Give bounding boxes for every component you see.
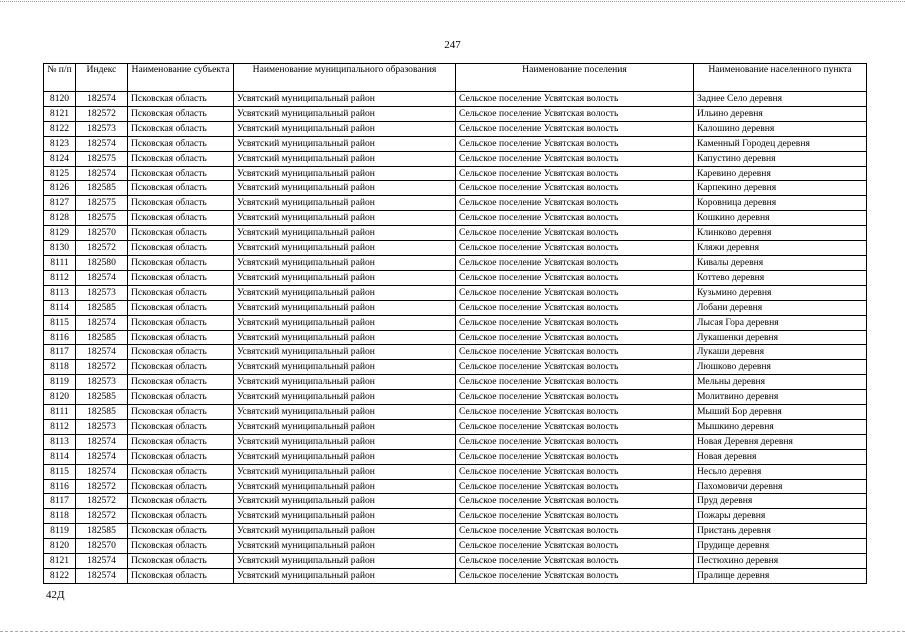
cell-settlement: Сельское поселение Усвятская волость <box>456 509 694 524</box>
cell-index: 182572 <box>76 241 128 256</box>
table-row <box>44 479 867 494</box>
cell-locality: Коровница деревня <box>694 196 867 211</box>
cell-municipality: Усвятский муниципальный район <box>234 464 456 479</box>
cell-subject: Псковская область <box>128 524 234 539</box>
cell-settlement: Сельское поселение Усвятская волость <box>456 166 694 181</box>
cell-number: 8127 <box>44 196 76 211</box>
cell-locality: Клинково деревня <box>694 226 867 241</box>
cell-index: 182574 <box>76 449 128 464</box>
table-row <box>44 151 867 166</box>
cell-locality: Каменный Городец деревня <box>694 136 867 151</box>
cell-municipality: Усвятский муниципальный район <box>234 166 456 181</box>
cell-subject: Псковская область <box>128 345 234 360</box>
cell-subject: Псковская область <box>128 375 234 390</box>
cell-municipality: Усвятский муниципальный район <box>234 569 456 584</box>
cell-subject: Псковская область <box>128 166 234 181</box>
table-row <box>44 539 867 554</box>
cell-locality: Пестюхино деревня <box>694 554 867 569</box>
cell-locality: Лукаши деревня <box>694 345 867 360</box>
table-row <box>44 345 867 360</box>
table-row <box>44 524 867 539</box>
cell-municipality: Усвятский муниципальный район <box>234 360 456 375</box>
cell-number: 8119 <box>44 524 76 539</box>
table-row <box>44 554 867 569</box>
cell-number: 8113 <box>44 434 76 449</box>
cell-settlement: Сельское поселение Усвятская волость <box>456 449 694 464</box>
cell-subject: Псковская область <box>128 569 234 584</box>
table-row <box>44 285 867 300</box>
table-row <box>44 166 867 181</box>
cell-municipality: Усвятский муниципальный район <box>234 539 456 554</box>
cell-municipality: Усвятский муниципальный район <box>234 136 456 151</box>
cell-subject: Псковская область <box>128 211 234 226</box>
cell-municipality: Усвятский муниципальный район <box>234 449 456 464</box>
cell-municipality: Усвятский муниципальный район <box>234 345 456 360</box>
cell-settlement: Сельское поселение Усвятская волость <box>456 405 694 420</box>
cell-index: 182574 <box>76 166 128 181</box>
table-row <box>44 270 867 285</box>
cell-municipality: Усвятский муниципальный район <box>234 434 456 449</box>
cell-index: 182574 <box>76 136 128 151</box>
cell-number: 8122 <box>44 121 76 136</box>
table-row <box>44 121 867 136</box>
cell-subject: Псковская область <box>128 106 234 121</box>
cell-municipality: Усвятский муниципальный район <box>234 330 456 345</box>
cell-settlement: Сельское поселение Усвятская волость <box>456 375 694 390</box>
cell-locality: Пожары деревня <box>694 509 867 524</box>
cell-settlement: Сельское поселение Усвятская волость <box>456 255 694 270</box>
cell-municipality: Усвятский муниципальный район <box>234 405 456 420</box>
cell-index: 182574 <box>76 92 128 107</box>
cell-settlement: Сельское поселение Усвятская волость <box>456 419 694 434</box>
cell-subject: Псковская область <box>128 226 234 241</box>
cell-municipality: Усвятский муниципальный район <box>234 494 456 509</box>
cell-subject: Псковская область <box>128 270 234 285</box>
cell-settlement: Сельское поселение Усвятская волость <box>456 390 694 405</box>
cell-number: 8112 <box>44 419 76 434</box>
cell-index: 182574 <box>76 434 128 449</box>
header-locality: Наименование населенного пункта <box>694 64 867 92</box>
cell-locality: Карпекино деревня <box>694 181 867 196</box>
cell-number: 8114 <box>44 300 76 315</box>
cell-subject: Псковская область <box>128 181 234 196</box>
cell-settlement: Сельское поселение Усвятская волость <box>456 270 694 285</box>
cell-number: 8115 <box>44 315 76 330</box>
table-row <box>44 211 867 226</box>
cell-locality: Пристань деревня <box>694 524 867 539</box>
settlements-table <box>43 63 867 584</box>
cell-locality: Пралище деревня <box>694 569 867 584</box>
cell-index: 182573 <box>76 375 128 390</box>
cell-number: 8116 <box>44 479 76 494</box>
cell-locality: Лукашенки деревня <box>694 330 867 345</box>
cell-settlement: Сельское поселение Усвятская волость <box>456 554 694 569</box>
header-subject: Наименование субъекта <box>128 64 234 92</box>
cell-number: 8116 <box>44 330 76 345</box>
cell-subject: Псковская область <box>128 300 234 315</box>
table-row <box>44 330 867 345</box>
cell-municipality: Усвятский муниципальный район <box>234 181 456 196</box>
cell-municipality: Усвятский муниципальный район <box>234 479 456 494</box>
cell-locality: Люшково деревня <box>694 360 867 375</box>
cell-subject: Псковская область <box>128 405 234 420</box>
cell-index: 182574 <box>76 345 128 360</box>
cell-subject: Псковская область <box>128 419 234 434</box>
table-row <box>44 241 867 256</box>
cell-index: 182572 <box>76 479 128 494</box>
cell-number: 8130 <box>44 241 76 256</box>
cell-subject: Псковская область <box>128 136 234 151</box>
table-row <box>44 181 867 196</box>
cell-locality: Коттево деревня <box>694 270 867 285</box>
cell-settlement: Сельское поселение Усвятская волость <box>456 285 694 300</box>
cell-index: 182585 <box>76 405 128 420</box>
cell-subject: Псковская область <box>128 285 234 300</box>
cell-settlement: Сельское поселение Усвятская волость <box>456 92 694 107</box>
cell-locality: Прудище деревня <box>694 539 867 554</box>
cell-index: 182574 <box>76 569 128 584</box>
cell-settlement: Сельское поселение Усвятская волость <box>456 315 694 330</box>
cell-settlement: Сельское поселение Усвятская волость <box>456 106 694 121</box>
cell-index: 182570 <box>76 539 128 554</box>
cell-settlement: Сельское поселение Усвятская волость <box>456 226 694 241</box>
cell-settlement: Сельское поселение Усвятская волость <box>456 494 694 509</box>
cell-index: 182575 <box>76 151 128 166</box>
cell-index: 182574 <box>76 270 128 285</box>
cell-settlement: Сельское поселение Усвятская волость <box>456 241 694 256</box>
cell-settlement: Сельское поселение Усвятская волость <box>456 464 694 479</box>
header-settlement: Наименование поселения <box>456 64 694 92</box>
cell-subject: Псковская область <box>128 390 234 405</box>
table-row <box>44 509 867 524</box>
cell-number: 8117 <box>44 494 76 509</box>
cell-subject: Псковская область <box>128 434 234 449</box>
table-header-row <box>44 64 867 92</box>
cell-municipality: Усвятский муниципальный район <box>234 255 456 270</box>
cell-number: 8120 <box>44 92 76 107</box>
cell-index: 182585 <box>76 330 128 345</box>
cell-municipality: Усвятский муниципальный район <box>234 315 456 330</box>
header-municipality: Наименование муниципального образования <box>234 64 456 92</box>
cell-subject: Псковская область <box>128 539 234 554</box>
cell-index: 182585 <box>76 181 128 196</box>
table-row <box>44 405 867 420</box>
cell-index: 182574 <box>76 315 128 330</box>
cell-municipality: Усвятский муниципальный район <box>234 375 456 390</box>
cell-number: 8120 <box>44 539 76 554</box>
table-row <box>44 92 867 107</box>
cell-locality: Мышкино деревня <box>694 419 867 434</box>
cell-subject: Псковская область <box>128 151 234 166</box>
cell-settlement: Сельское поселение Усвятская волость <box>456 345 694 360</box>
cell-municipality: Усвятский муниципальный район <box>234 241 456 256</box>
cell-settlement: Сельское поселение Усвятская волость <box>456 151 694 166</box>
table-body <box>44 92 867 584</box>
cell-number: 8121 <box>44 554 76 569</box>
scan-edge-top <box>0 1 905 2</box>
page-number: 247 <box>444 39 461 51</box>
cell-locality: Капустино деревня <box>694 151 867 166</box>
cell-locality: Калошино деревня <box>694 121 867 136</box>
cell-settlement: Сельское поселение Усвятская волость <box>456 330 694 345</box>
header-number: № п/п <box>44 64 76 92</box>
cell-locality: Пахомовичи деревня <box>694 479 867 494</box>
cell-municipality: Усвятский муниципальный район <box>234 300 456 315</box>
table-row <box>44 360 867 375</box>
cell-subject: Псковская область <box>128 494 234 509</box>
footer-code: 42Д <box>46 589 65 601</box>
header-index: Индекс <box>76 64 128 92</box>
cell-settlement: Сельское поселение Усвятская волость <box>456 360 694 375</box>
cell-settlement: Сельское поселение Усвятская волость <box>456 136 694 151</box>
cell-municipality: Усвятский муниципальный район <box>234 270 456 285</box>
cell-municipality: Усвятский муниципальный район <box>234 390 456 405</box>
cell-index: 182574 <box>76 554 128 569</box>
cell-index: 182572 <box>76 509 128 524</box>
table-row <box>44 106 867 121</box>
cell-number: 8117 <box>44 345 76 360</box>
cell-index: 182575 <box>76 211 128 226</box>
cell-locality: Заднее Село деревня <box>694 92 867 107</box>
cell-index: 182585 <box>76 390 128 405</box>
table-row <box>44 136 867 151</box>
cell-index: 182573 <box>76 285 128 300</box>
table-row <box>44 226 867 241</box>
cell-locality: Лысая Гора деревня <box>694 315 867 330</box>
cell-settlement: Сельское поселение Усвятская волость <box>456 524 694 539</box>
cell-municipality: Усвятский муниципальный район <box>234 211 456 226</box>
cell-index: 182573 <box>76 419 128 434</box>
cell-locality: Кошкино деревня <box>694 211 867 226</box>
cell-index: 182572 <box>76 494 128 509</box>
table-row <box>44 434 867 449</box>
cell-settlement: Сельское поселение Усвятская волость <box>456 196 694 211</box>
cell-number: 8120 <box>44 390 76 405</box>
cell-locality: Несьло деревня <box>694 464 867 479</box>
table-row <box>44 569 867 584</box>
cell-municipality: Усвятский муниципальный район <box>234 121 456 136</box>
cell-index: 182572 <box>76 360 128 375</box>
cell-subject: Псковская область <box>128 92 234 107</box>
table-row <box>44 300 867 315</box>
cell-subject: Псковская область <box>128 196 234 211</box>
cell-settlement: Сельское поселение Усвятская волость <box>456 211 694 226</box>
cell-index: 182570 <box>76 226 128 241</box>
cell-settlement: Сельское поселение Усвятская волость <box>456 121 694 136</box>
cell-number: 8113 <box>44 285 76 300</box>
cell-locality: Кивалы деревня <box>694 255 867 270</box>
cell-index: 182572 <box>76 106 128 121</box>
cell-municipality: Усвятский муниципальный район <box>234 285 456 300</box>
table-row <box>44 390 867 405</box>
cell-number: 8128 <box>44 211 76 226</box>
table-row <box>44 255 867 270</box>
cell-index: 182580 <box>76 255 128 270</box>
cell-number: 8111 <box>44 255 76 270</box>
cell-locality: Пруд деревня <box>694 494 867 509</box>
cell-municipality: Усвятский муниципальный район <box>234 106 456 121</box>
cell-subject: Псковская область <box>128 330 234 345</box>
cell-number: 8123 <box>44 136 76 151</box>
cell-municipality: Усвятский муниципальный район <box>234 226 456 241</box>
cell-locality: Кузьмино деревня <box>694 285 867 300</box>
cell-settlement: Сельское поселение Усвятская волость <box>456 539 694 554</box>
cell-municipality: Усвятский муниципальный район <box>234 92 456 107</box>
cell-subject: Псковская область <box>128 241 234 256</box>
table-row <box>44 375 867 390</box>
cell-subject: Псковская область <box>128 479 234 494</box>
cell-locality: Мыший Бор деревня <box>694 405 867 420</box>
table-row <box>44 464 867 479</box>
cell-locality: Кляжи деревня <box>694 241 867 256</box>
table-row <box>44 196 867 211</box>
cell-municipality: Усвятский муниципальный район <box>234 509 456 524</box>
cell-locality: Новая деревня <box>694 449 867 464</box>
table-row <box>44 315 867 330</box>
cell-subject: Псковская область <box>128 509 234 524</box>
cell-settlement: Сельское поселение Усвятская волость <box>456 569 694 584</box>
cell-index: 182585 <box>76 300 128 315</box>
table-header <box>44 64 867 92</box>
cell-subject: Псковская область <box>128 121 234 136</box>
cell-index: 182573 <box>76 121 128 136</box>
cell-number: 8129 <box>44 226 76 241</box>
cell-subject: Псковская область <box>128 255 234 270</box>
cell-locality: Мельны деревня <box>694 375 867 390</box>
cell-locality: Ильино деревня <box>694 106 867 121</box>
cell-locality: Молитвино деревня <box>694 390 867 405</box>
cell-settlement: Сельское поселение Усвятская волость <box>456 181 694 196</box>
cell-municipality: Усвятский муниципальный район <box>234 419 456 434</box>
table-row <box>44 419 867 434</box>
cell-index: 182575 <box>76 196 128 211</box>
cell-number: 8114 <box>44 449 76 464</box>
scan-edge-bottom <box>0 631 905 632</box>
cell-number: 8126 <box>44 181 76 196</box>
cell-municipality: Усвятский муниципальный район <box>234 151 456 166</box>
cell-number: 8112 <box>44 270 76 285</box>
cell-municipality: Усвятский муниципальный район <box>234 196 456 211</box>
cell-number: 8122 <box>44 569 76 584</box>
cell-number: 8111 <box>44 405 76 420</box>
cell-number: 8125 <box>44 166 76 181</box>
cell-subject: Псковская область <box>128 464 234 479</box>
cell-number: 8119 <box>44 375 76 390</box>
table-row <box>44 449 867 464</box>
cell-number: 8121 <box>44 106 76 121</box>
cell-subject: Псковская область <box>128 360 234 375</box>
cell-locality: Каревино деревня <box>694 166 867 181</box>
cell-locality: Новая Деревня деревня <box>694 434 867 449</box>
cell-settlement: Сельское поселение Усвятская волость <box>456 300 694 315</box>
cell-number: 8124 <box>44 151 76 166</box>
cell-number: 8115 <box>44 464 76 479</box>
cell-subject: Псковская область <box>128 449 234 464</box>
cell-number: 8118 <box>44 509 76 524</box>
cell-subject: Псковская область <box>128 554 234 569</box>
cell-settlement: Сельское поселение Усвятская волость <box>456 479 694 494</box>
cell-index: 182585 <box>76 524 128 539</box>
cell-number: 8118 <box>44 360 76 375</box>
cell-settlement: Сельское поселение Усвятская волость <box>456 434 694 449</box>
cell-municipality: Усвятский муниципальный район <box>234 554 456 569</box>
table-row <box>44 494 867 509</box>
cell-index: 182574 <box>76 464 128 479</box>
cell-subject: Псковская область <box>128 315 234 330</box>
cell-municipality: Усвятский муниципальный район <box>234 524 456 539</box>
cell-locality: Лобани деревня <box>694 300 867 315</box>
